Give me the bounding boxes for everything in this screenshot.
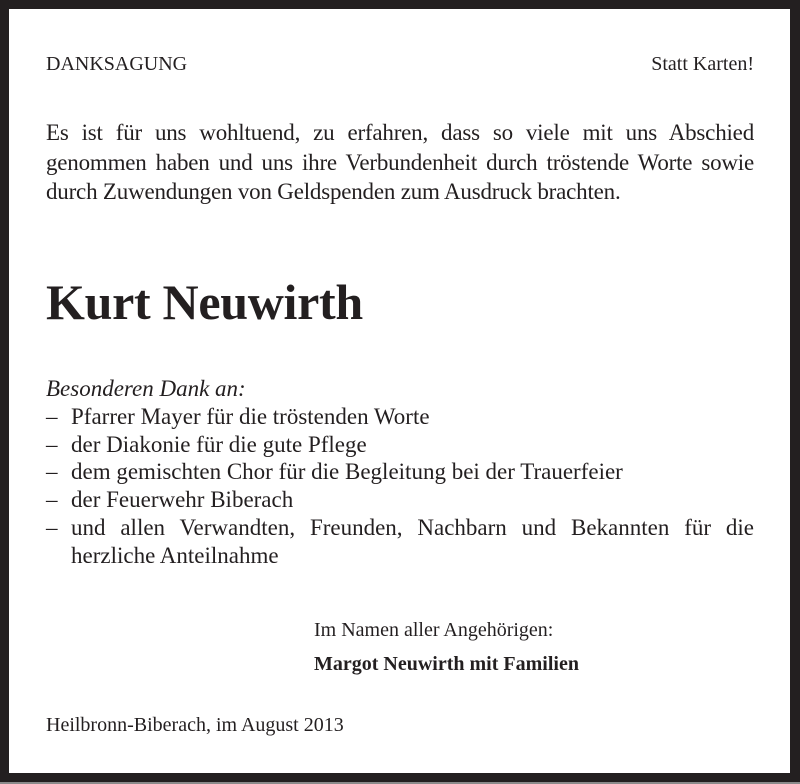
dash-bullet-icon: – [46,403,58,429]
dash-bullet-icon: – [46,431,58,457]
thanks-item-text: dem gemischten Chor für die Begleitung bei der Trauerfeier [71,459,623,485]
thanks-list-item [46,458,754,486]
notice-heading-danksagung: DANKSAGUNG [46,53,188,75]
thanks-list-item [46,431,754,459]
dash-bullet-icon: – [46,514,58,540]
thanks-item-text: der Diakonie für die gute Pflege [71,431,367,457]
signature-block [314,613,579,681]
dash-bullet-icon: – [46,459,58,485]
special-thanks-title: Besonderen Dank an: [46,376,246,401]
thanks-item-text: und allen Verwandten, Freunden, Nachbarn und Bekannten für die herzliche Anteilnahme [71,514,754,568]
notice-heading-statt-karten: Statt Karten! [651,53,754,75]
thanks-list-item [46,514,754,570]
notice-header [46,50,754,78]
signature-intro: Im Namen aller Angehörigen: [314,619,554,641]
deceased-name: Kurt Neuwirth [46,274,363,330]
thanks-item-text: Pfarrer Mayer für die tröstenden Worte [71,403,430,429]
place-and-date: Heilbronn-Biberach, im August 2013 [46,714,344,736]
signature-name: Margot Neuwirth mit Familien [314,653,579,675]
intro-paragraph: Es ist für uns wohltuend, zu erfahren, dass so viele mit uns Abschied genommen haben und uns ihre Verbundenheit durch tröstende Worte sowie durch Zuwendungen von Geldspenden zum Ausdruck brachten. [46,120,754,204]
thanks-list [46,403,754,570]
thanks-list-item [46,403,754,431]
special-thanks-section [46,375,754,570]
obituary-notice [9,9,790,773]
thanks-list-item [46,486,754,514]
thanks-item-text: der Feuerwehr Biberach [71,487,294,513]
dash-bullet-icon: – [46,487,58,513]
